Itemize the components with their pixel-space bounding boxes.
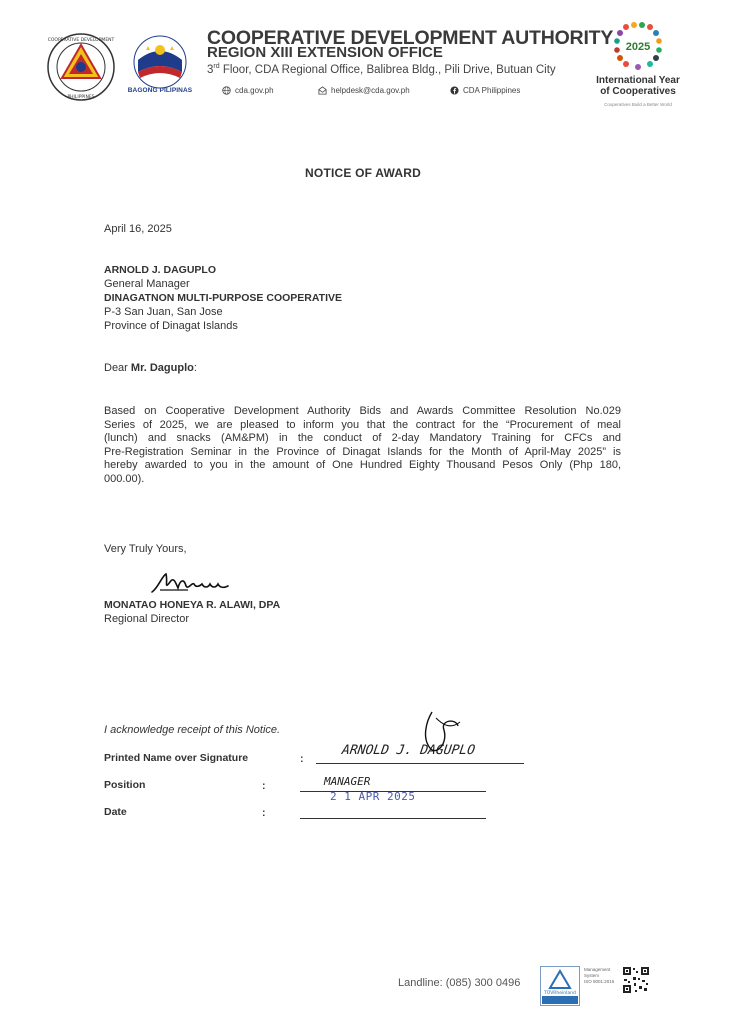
- bagong-pilipinas-label: BAGONG PILIPINAS: [127, 87, 193, 94]
- org-address: 3rd Floor, CDA Regional Office, Balibrea Bldg., Pili Drive, Butuan City: [207, 63, 556, 76]
- iyc-year: 2025: [625, 41, 651, 53]
- position-label: Position: [104, 779, 146, 791]
- org-region: REGION XIII EXTENSION OFFICE: [207, 44, 443, 61]
- recipient-address-line2: Province of Dinagat Islands: [104, 320, 238, 332]
- handwritten-name: ARNOLD J. DAGUPLO: [340, 743, 476, 758]
- tuv-certification-icon: [540, 966, 580, 1006]
- recipient-signature-icon: [340, 708, 540, 768]
- website-contact: [222, 86, 274, 95]
- notice-title: NOTICE OF AWARD: [305, 166, 421, 180]
- iyc-label: International Year of Cooperatives: [596, 75, 680, 97]
- salutation: Dear Mr. Daguplo:: [104, 362, 197, 374]
- paragraph-line: (lunch) and snacks (AM&PM) in the conduct of 2-day Mandatory Training for CFCs and: [104, 432, 621, 444]
- email-icon: [318, 86, 327, 95]
- acknowledgement-statement: I acknowledge receipt of this Notice.: [104, 724, 281, 736]
- iyc-tagline: Cooperatives Build a Better World: [604, 102, 672, 107]
- date-line: [300, 818, 486, 819]
- org-name: COOPERATIVE DEVELOPMENT AUTHORITY: [207, 27, 614, 49]
- svg-text:COOPERATIVE DEVELOPMENT: COOPERATIVE DEVELOPMENT: [47, 38, 115, 43]
- printed-name-label: Printed Name over Signature: [104, 752, 249, 764]
- closing: Very Truly Yours,: [104, 543, 187, 555]
- handwritten-position: MANAGER: [324, 775, 371, 788]
- date-label: Date: [104, 806, 127, 818]
- facebook-text: CDA Philippines: [463, 86, 521, 95]
- cda-seal-icon: [46, 32, 116, 102]
- website-text: cda.gov.ph: [235, 86, 274, 95]
- signatory-name: MONATAO HONEYA R. ALAWI, DPA: [104, 599, 281, 611]
- qr-code-icon: [622, 966, 650, 994]
- email-contact: [318, 86, 410, 95]
- signatory-title: Regional Director: [104, 613, 189, 625]
- facebook-icon: [450, 86, 459, 95]
- position-colon: :: [262, 780, 266, 792]
- printed-name-colon: :: [300, 753, 304, 765]
- certification-text: Management System ISO 9001:2015: [584, 967, 615, 984]
- date-colon: :: [262, 807, 266, 819]
- paragraph-line: Pre-Registration Seminar in the Province of Dinagat Islands for the Month of April-May 2025” is: [104, 445, 621, 458]
- handwritten-position-icon: [322, 770, 412, 790]
- paragraph-line: hereby awarded to you in the amount of One Hundred Eighty Thousand Pesos Only (Php 180,: [104, 459, 621, 471]
- director-signature-icon: [148, 570, 238, 598]
- recipient-position: General Manager: [104, 278, 190, 290]
- footer-landline: Landline: (085) 300 0496: [398, 977, 521, 989]
- paragraph-line: Based on Cooperative Development Authority Bids and Awards Committee Resolution No.029: [104, 405, 621, 417]
- paragraph-line: Series of 2025, we are pleased to inform you that the contract for the “Procurement of meal: [104, 418, 621, 431]
- globe-icon: [222, 86, 231, 95]
- letter-date: April 16, 2025: [104, 223, 172, 235]
- email-text: helpdesk@cda.gov.ph: [331, 86, 410, 95]
- recipient-org: DINAGATNON MULTI-PURPOSE COOPERATIVE: [104, 292, 343, 304]
- recipient-address-line1: P-3 San Juan, San Jose: [104, 306, 223, 318]
- recipient-name: ARNOLD J. DAGUPLO: [104, 264, 217, 276]
- iyc-2025-logo-icon: [612, 21, 662, 73]
- received-date-stamp: 2 1 APR 2025: [330, 790, 416, 803]
- paragraph-line: 000.00).: [104, 472, 145, 485]
- facebook-contact: [450, 86, 520, 95]
- svg-text:PHILIPPINES: PHILIPPINES: [67, 95, 95, 100]
- tuv-label: TÜVRheinland: [544, 991, 576, 996]
- award-paragraph: [104, 405, 621, 486]
